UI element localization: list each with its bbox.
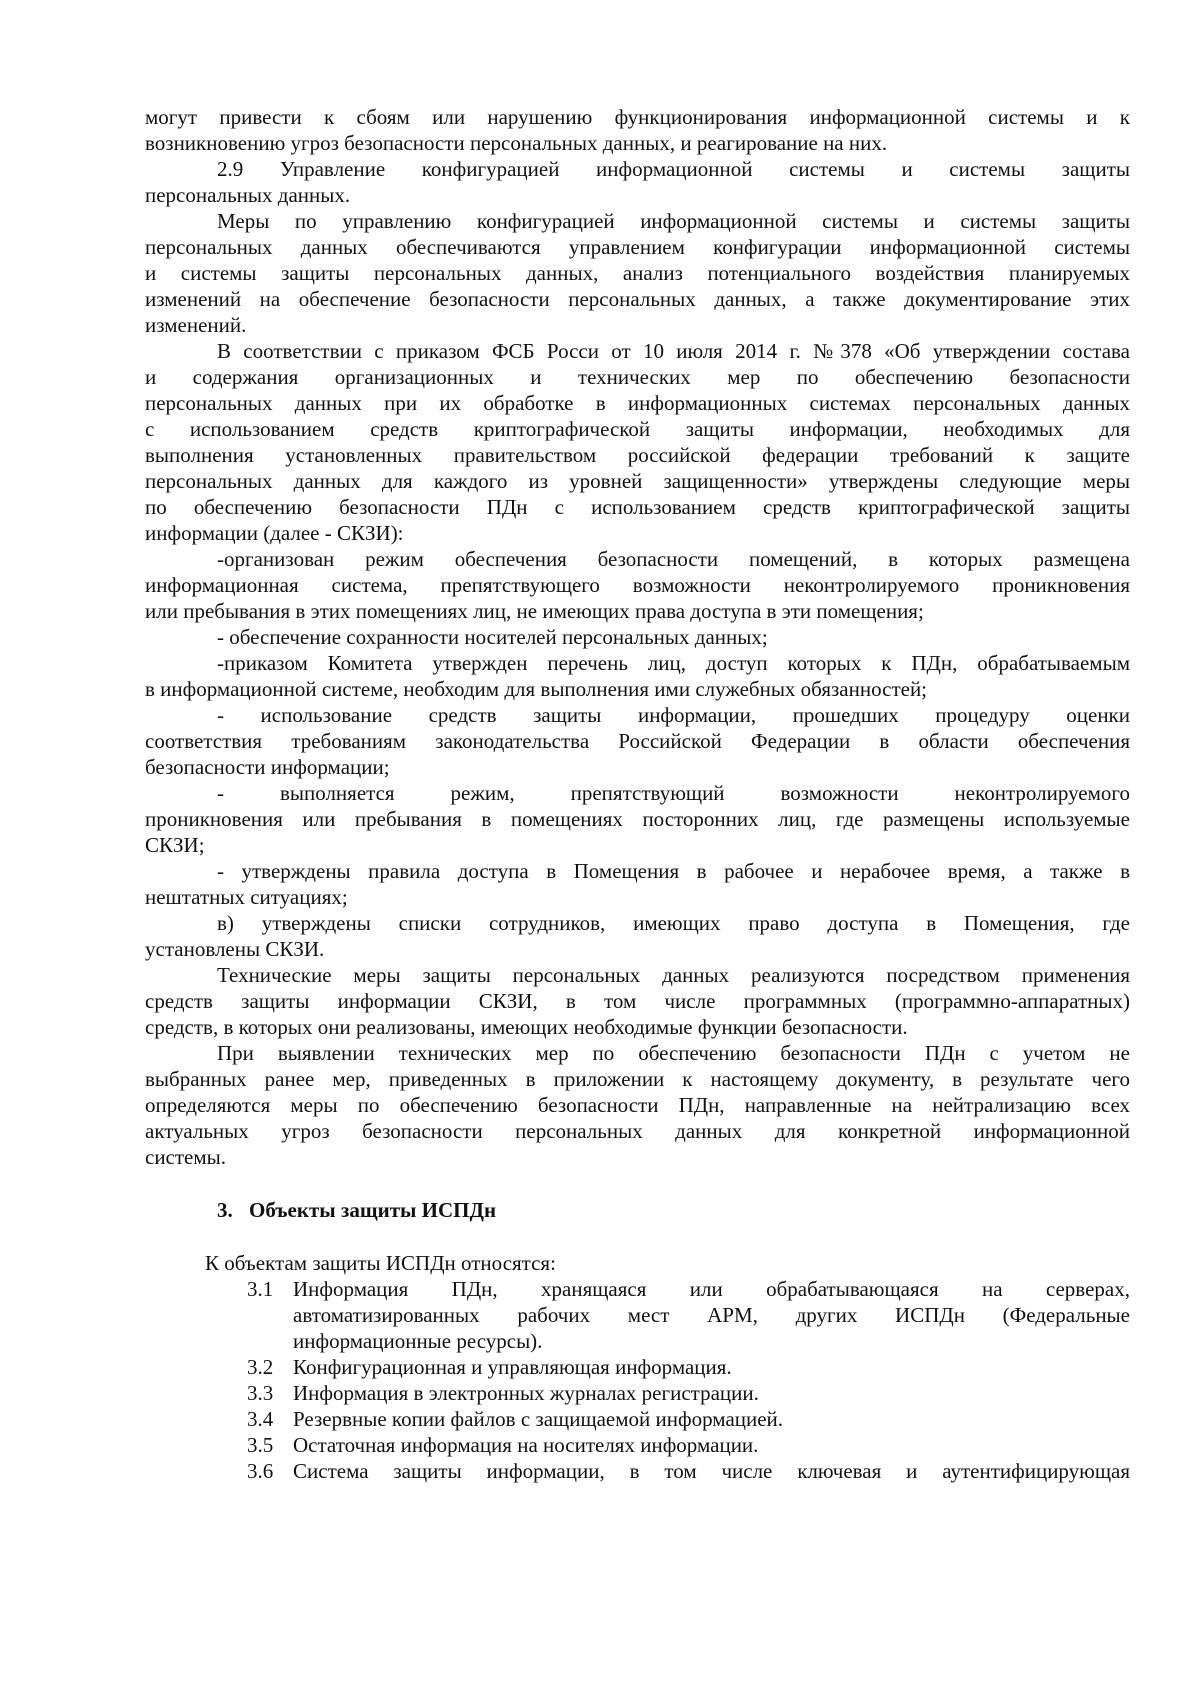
paragraph: [145, 962, 1130, 1040]
section-title: Объекты защиты ИСПДн: [249, 1198, 497, 1222]
text-line: персональных данных.: [145, 183, 351, 207]
text-line: выбранных ранее мер, приведенных в приложении к настоящему документу, в результате чего: [145, 1067, 1130, 1091]
section-heading: [145, 1197, 1130, 1223]
text-line: Конфигурационная и управляющая информация.: [293, 1355, 732, 1379]
list-item-text: [293, 1458, 1130, 1484]
text-line: по обеспечению безопасности ПДн с использованием средств криптографической защиты: [145, 495, 1130, 519]
list-item-number: 3.2: [247, 1355, 274, 1379]
paragraph: [145, 546, 1130, 624]
text-line: средств, в которых они реализованы, имеющих необходимые функции безопасности.: [145, 1015, 908, 1039]
text-line: возникновению угроз безопасности персональных данных, и реагирование на них.: [145, 131, 888, 155]
list-item-text: [293, 1432, 1130, 1458]
text-line: изменений на обеспечение безопасности персональных данных, а также документирование этих: [145, 287, 1130, 311]
text-line: В соответствии с приказом ФСБ Росси от 10 июля 2014 г. №378 «Об утверждении состава: [217, 339, 1130, 363]
text-line: персональных данных обеспечиваются управлением конфигурации информационной системы: [145, 235, 1130, 259]
paragraph: [145, 702, 1130, 780]
text-line: в информационной системе, необходим для выполнения ими служебных обязанностей;: [145, 677, 928, 701]
text-line: и содержания организационных и технических мер по обеспечению безопасности: [145, 365, 1130, 389]
text-line: -приказом Комитета утвержден перечень лиц, доступ которых к ПДн, обрабатываемым: [217, 651, 1130, 675]
text-line: определяются меры по обеспечению безопасности ПДн, направленные на нейтрализацию всех: [145, 1093, 1130, 1117]
text-line: соответствия требованиям законодательства Российской Федерации в области обеспечения: [145, 729, 1130, 753]
list-item: [145, 1276, 1130, 1354]
list-item-number: 3.1: [247, 1277, 274, 1301]
text-line: персональных данных при их обработке в информационных системах персональных данных: [145, 391, 1130, 415]
text-line: Резервные копии файлов с защищаемой информацией.: [293, 1407, 784, 1431]
text-line: проникновения или пребывания в помещениях посторонних лиц, где размещены используемые: [145, 807, 1130, 831]
text-line: автоматизированных рабочих мест АРМ, других ИСПДн (Федеральные: [293, 1303, 1130, 1327]
paragraph: [145, 650, 1130, 702]
text-line: - обеспечение сохранности носителей персональных данных;: [217, 625, 768, 649]
text-line: и системы защиты персональных данных, анализ потенциального воздействия планируемых: [145, 261, 1130, 285]
text-line: СКЗИ;: [145, 833, 205, 857]
text-line: -организован режим обеспечения безопасности помещений, в которых размещена: [217, 547, 1130, 571]
text-line: актуальных угроз безопасности персональных данных для конкретной информационной: [145, 1119, 1130, 1143]
text-line: или пребывания в этих помещениях лиц, не имеющих права доступа в эти помещения;: [145, 599, 924, 623]
section-number: 3.: [217, 1198, 233, 1222]
paragraph: [145, 858, 1130, 910]
text-line: Информация в электронных журналах регистрации.: [293, 1381, 759, 1405]
text-line: - выполняется режим, препятствующий возможности неконтролируемого: [217, 781, 1130, 805]
paragraph: [145, 780, 1130, 858]
text-line: безопасности информации;: [145, 755, 390, 779]
text-line: Остаточная информация на носителях информации.: [293, 1433, 759, 1457]
text-line: Меры по управлению конфигурацией информационной системы и системы защиты: [217, 209, 1130, 233]
text-line: - использование средств защиты информации, прошедших процедуру оценки: [217, 703, 1130, 727]
text-line: установлены СКЗИ.: [145, 937, 325, 961]
section-intro: К объектам защиты ИСПДн относятся:: [205, 1251, 556, 1275]
paragraphs-container: [145, 104, 1130, 1170]
text-line: в) утверждены списки сотрудников, имеющих право доступа в Помещения, где: [217, 911, 1130, 935]
document-body: [145, 104, 1130, 1484]
text-line: изменений.: [145, 313, 247, 337]
list-item: [145, 1406, 1130, 1432]
paragraph: [145, 1040, 1130, 1170]
text-line: нештатных ситуациях;: [145, 885, 348, 909]
text-line: - утверждены правила доступа в Помещения в рабочее и нерабочее время, а также в: [217, 859, 1130, 883]
objects-list: [145, 1276, 1130, 1484]
list-item-number: 3.3: [247, 1381, 274, 1405]
paragraph: [145, 338, 1130, 546]
text-line: При выявлении технических мер по обеспечению безопасности ПДн с учетом не: [217, 1041, 1130, 1065]
text-line: могут привести к сбоям или нарушению функционирования информационной системы и к: [145, 105, 1130, 129]
list-item-text: [293, 1354, 1130, 1380]
paragraph: [145, 208, 1130, 338]
paragraph: [145, 156, 1130, 208]
text-line: Система защиты информации, в том числе ключевая и аутентифицирующая: [293, 1459, 1130, 1483]
paragraph: [145, 910, 1130, 962]
text-line: Технические меры защиты персональных данных реализуются посредством применения: [217, 963, 1130, 987]
text-line: информации (далее - СКЗИ):: [145, 521, 404, 545]
list-item-number: 3.5: [247, 1433, 274, 1457]
text-line: Информация ПДн, хранящаяся или обрабатывающаяся на серверах,: [293, 1277, 1130, 1301]
text-line: 2.9 Управление конфигурацией информационной системы и системы защиты: [217, 157, 1130, 181]
list-item: [145, 1354, 1130, 1380]
list-item-text: [293, 1276, 1130, 1354]
list-item-text: [293, 1406, 1130, 1432]
text-line: информационная система, препятствующего возможности неконтролируемого проникновения: [145, 573, 1130, 597]
list-item-number: 3.4: [247, 1407, 274, 1431]
text-line: выполнения установленных правительством российской федерации требований к защите: [145, 443, 1130, 467]
text-line: персональных данных для каждого из уровней защищенности» утверждены следующие меры: [145, 469, 1130, 493]
text-line: системы.: [145, 1145, 227, 1169]
paragraph: [145, 104, 1130, 156]
list-item: [145, 1380, 1130, 1406]
list-item: [145, 1458, 1130, 1484]
list-item: [145, 1432, 1130, 1458]
text-line: информационные ресурсы).: [293, 1329, 543, 1353]
paragraph: [145, 624, 1130, 650]
text-line: средств защиты информации СКЗИ, в том числе программных (программно-аппаратных): [145, 989, 1130, 1013]
text-line: с использованием средств криптографической защиты информации, необходимых для: [145, 417, 1130, 441]
list-item-number: 3.6: [247, 1459, 274, 1483]
list-item-text: [293, 1380, 1130, 1406]
